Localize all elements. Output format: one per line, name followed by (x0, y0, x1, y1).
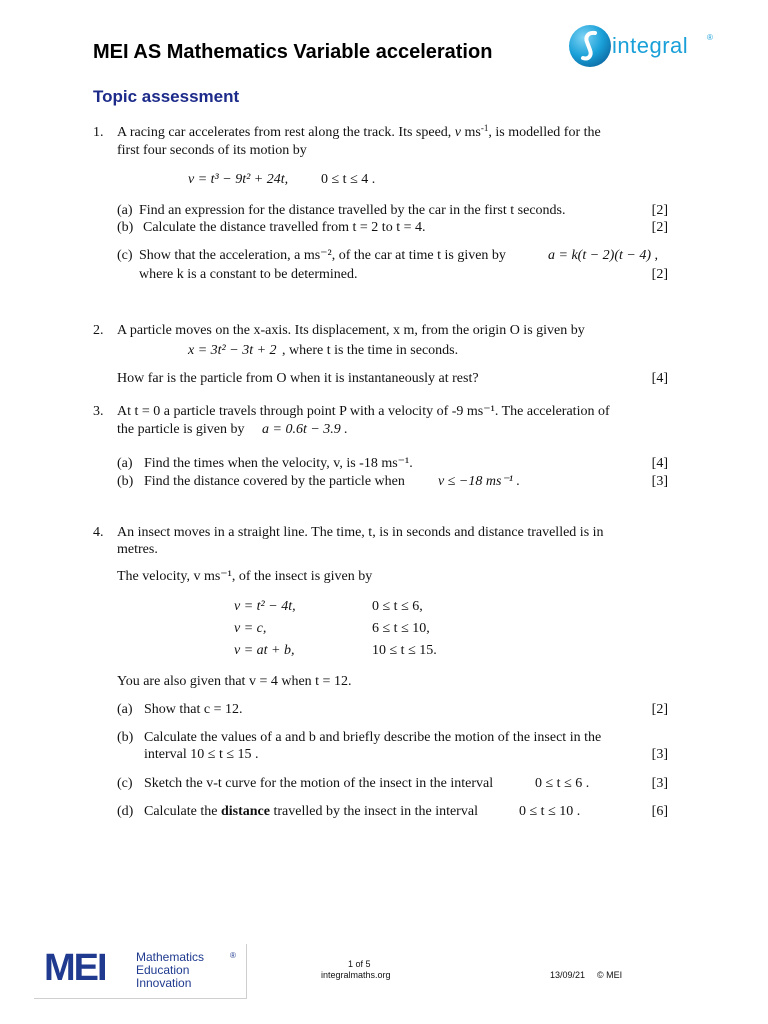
question-text: first four seconds of its motion by (117, 143, 307, 158)
question-text: , where t is the time in seconds. (282, 343, 459, 358)
marks: [4] (651, 456, 668, 471)
page-number: 1 of 5 (348, 959, 371, 969)
piecewise-expr: v = t² − 4t, (234, 599, 296, 614)
part-text: Calculate the values of a and b and briefly describe the motion of the insect in the (144, 730, 602, 745)
website: integralmaths.org (321, 970, 391, 980)
document-title: MEI AS Mathematics Variable acceleration (93, 41, 493, 63)
formula-domain: 0 ≤ t ≤ 4 . (321, 172, 376, 187)
piecewise-domain: 6 ≤ t ≤ 10, (372, 621, 430, 636)
formula: a = k(t − 2)(t − 4) , (548, 248, 658, 263)
integral-logo (568, 24, 718, 68)
part-text: Find an expression for the distance travelled by the car in the first t seconds. (139, 203, 566, 218)
marks: [2] (651, 267, 668, 282)
copyright: © MEI (597, 970, 623, 980)
footer-divider (34, 998, 247, 999)
part-text: Calculate the distance travelled from t = 2 to t = 4. (143, 220, 426, 235)
question-text: You are also given that v = 4 when t = 12. (117, 674, 352, 689)
integral-logo-icon (568, 24, 616, 68)
question-number: 4. (93, 525, 104, 540)
piecewise-expr: v = c, (234, 621, 267, 636)
part-label: (a) (117, 203, 133, 218)
question-text: At t = 0 a particle travels through point P with a velocity of -9 ms⁻¹. The acceleration of (117, 404, 610, 419)
part-text: Show that c = 12. (144, 702, 243, 717)
formula: v ≤ −18 ms⁻¹ . (438, 474, 520, 489)
part-label: (b) (117, 730, 134, 745)
integral-logo-text: integral (612, 33, 689, 58)
formula: v = t³ − 9t² + 24t, (188, 172, 289, 187)
part-label: (c) (117, 248, 133, 263)
org-name-line: Innovation (136, 976, 192, 990)
topic-heading: Topic assessment (93, 87, 240, 106)
question-number: 3. (93, 404, 104, 419)
part-label: (b) (117, 474, 134, 489)
part-text: where k is a constant to be determined. (139, 267, 358, 282)
org-name-line: Education (136, 963, 190, 977)
marks: [3] (651, 747, 668, 762)
marks: [3] (651, 474, 668, 489)
question-number: 2. (93, 323, 104, 338)
registered-mark: ® (230, 951, 236, 960)
marks: [6] (651, 804, 668, 819)
part-text: interval 10 ≤ t ≤ 15 . (144, 747, 259, 762)
registered-mark: ® (707, 33, 713, 42)
formula: 0 ≤ t ≤ 6 . (535, 776, 590, 791)
part-text: Sketch the v-t curve for the motion of the insect in the interval (144, 776, 494, 791)
piecewise-domain: 0 ≤ t ≤ 6, (372, 599, 423, 614)
marks: [2] (651, 702, 668, 717)
part-label: (a) (117, 702, 133, 717)
date: 13/09/21 (550, 970, 586, 980)
question-text: How far is the particle from O when it is instantaneously at rest? (117, 371, 479, 386)
question-text: the particle is given by (117, 422, 245, 437)
marks: [2] (651, 203, 668, 218)
marks: [4] (651, 371, 668, 386)
part-text: Find the times when the velocity, v, is -18 ms⁻¹. (144, 456, 413, 471)
question-text: The velocity, v ms⁻¹, of the insect is given by (117, 569, 373, 584)
part-label: (c) (117, 776, 133, 791)
question-text: An insect moves in a straight line. The time, t, is in seconds and distance travelled is in (117, 525, 604, 540)
part-label: (a) (117, 456, 133, 471)
formula: a = 0.6t − 3.9 . (262, 422, 348, 437)
org-name-line: Mathematics (136, 950, 205, 964)
formula: 0 ≤ t ≤ 10 . (519, 804, 581, 819)
part-text: Calculate the distance travelled by the insect in the interval (144, 804, 478, 819)
question-text: A particle moves on the x-axis. Its displacement, x m, from the origin O is given by (117, 323, 585, 338)
part-text: Show that the acceleration, a ms⁻², of the car at time t is given by (139, 248, 506, 263)
footer-divider (246, 944, 247, 999)
mei-logo: MEI (44, 947, 106, 989)
part-label: (b) (117, 220, 134, 235)
question-number: 1. (93, 125, 104, 140)
question-text: A racing car accelerates from rest along the track. Its speed, v $ms^{-1}$, is modelled for the (117, 123, 601, 140)
part-text: Find the distance covered by the particle when (144, 474, 405, 489)
formula: x = 3t² − 3t + 2 (188, 343, 277, 358)
piecewise-expr: v = at + b, (234, 643, 295, 658)
marks: [2] (651, 220, 668, 235)
marks: [3] (651, 776, 668, 791)
piecewise-domain: 10 ≤ t ≤ 15. (372, 643, 437, 658)
part-label: (d) (117, 804, 134, 819)
question-text: metres. (117, 542, 158, 557)
